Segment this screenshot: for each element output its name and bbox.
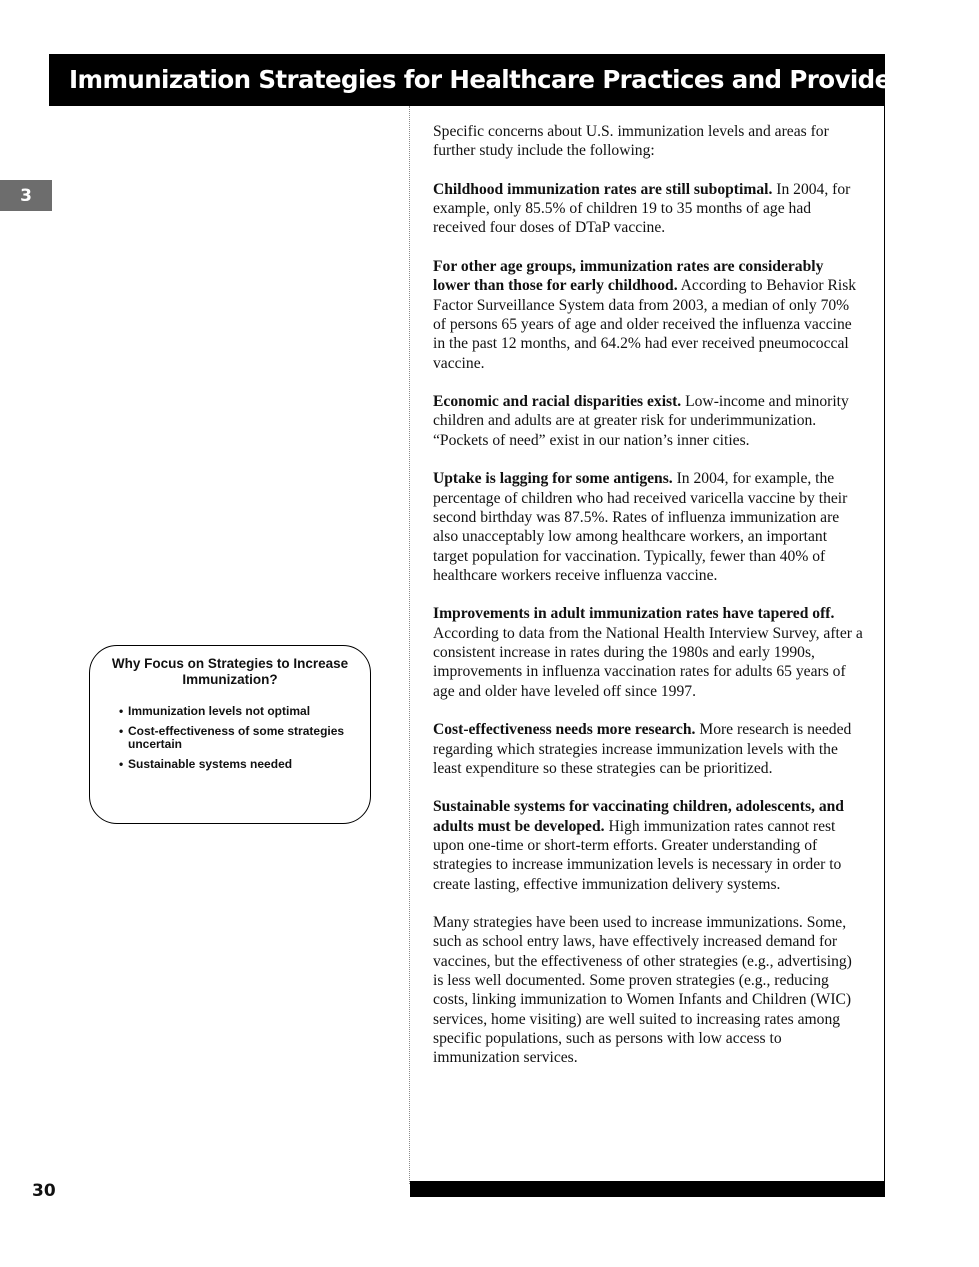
paragraph-text: In 2004, for example, only 85.5% of children 19 to 35 months of age had received four doses of DTaP vaccine. (433, 180, 851, 237)
paragraph-text: More research is needed regarding which strategies increase immunization levels with the least expenditure so these strategies can be prioritized. (433, 721, 852, 777)
paragraph-lead: Economic and racial disparities exist. (433, 393, 682, 411)
sidebar-title: Why Focus on Strategies to Increase Immunization? (111, 656, 349, 687)
intro-paragraph: Specific concerns about U.S. immunization levels and areas for further study include the following: (433, 123, 829, 160)
right-border (884, 106, 885, 1184)
chapter-tab: 3 (0, 180, 52, 211)
paragraph-lead: Improvements in adult immunization rates have tapered off. (433, 605, 835, 623)
sidebar-item-label: Sustainable systems needed (128, 756, 293, 771)
paragraph-text: According to data from the National Health Interview Survey, after a consistent increase in rates during the 1980s and early 1990s, improvements in influenza vaccination rates for adults 65 years of age and older have leveled off since 1997. (433, 624, 863, 700)
header-bar (49, 54, 917, 106)
bullet-icon: • (119, 756, 124, 771)
body-paragraph (433, 257, 863, 373)
sidebar-item-label: Cost-effectiveness of some strategies uncertain (128, 723, 345, 752)
paragraph-text: In 2004, for example, the percentage of children who had received varicella vaccine by their second birthday was 87.5%. Rates of influenza immunization are also unacceptably low among healthcare workers, an important target population for vaccination. Typically, fewer than 40% of healthcare workers receive influenza vaccine. (433, 470, 848, 584)
paragraph-text: Low-income and minority children and adults are at greater risk for underimmunization. “Pockets of need” exist in our nation’s inner cities. (433, 393, 849, 449)
paragraph-lead: Sustainable systems for vaccinating children, adolescents, and adults must be developed. (433, 798, 844, 835)
paragraph-lead: Cost-effectiveness needs more research. (433, 721, 696, 739)
body-paragraph (433, 180, 863, 238)
column-divider (409, 106, 410, 1184)
body-paragraph (433, 720, 863, 778)
bullet-icon: • (119, 723, 124, 738)
body-paragraph (433, 392, 863, 450)
sidebar-item-label: Immunization levels not optimal (128, 704, 311, 718)
page-number: 30 (32, 1181, 56, 1201)
bullet-icon: • (119, 704, 124, 718)
sidebar-list-item (119, 704, 356, 719)
sidebar-list-item (119, 756, 356, 772)
page-title: Immunization Strategies for Healthcare Practices and Providers (69, 65, 917, 94)
sidebar-list (119, 704, 356, 777)
closing-paragraph: Many strategies have been used to increase immunizations. Some, such as school entry laws, have effectively increased demand for vaccines, but the effectiveness of other strategies (e.g., advertising) is less well documented. Some proven strategies (e.g., reducing costs, linking immunization to Women Infants and Children (WIC) services, home visiting) are well suited to increasing rates among specific populations, such as persons with low access to immunization services. (433, 914, 852, 1067)
paragraph-lead: For other age groups, immunization rates are considerably lower than those for early childhood. (433, 258, 824, 295)
main-text-column (433, 122, 863, 1087)
body-paragraph (433, 797, 863, 893)
paragraph-text: High immunization rates cannot rest upon one-time or short-term efforts. Greater understanding of strategies to increase immunization levels is necessary in order to create lasting, effective immunization delivery systems. (433, 817, 842, 893)
paragraph-lead: Childhood immunization rates are still suboptimal. (433, 180, 773, 198)
body-paragraph (433, 469, 863, 585)
paragraph-lead: Uptake is lagging for some antigens. (433, 470, 673, 488)
footer-bar (410, 1181, 885, 1197)
sidebar-callout (89, 645, 371, 824)
body-paragraph (433, 604, 863, 700)
sidebar-list-item (119, 723, 356, 752)
paragraph-text: According to Behavior Risk Factor Surveillance System data from 2003, a median of only 70% of persons 65 years of age and older received the influenza vaccine in the past 12 months, and 64.2% had ever received pneumococcal vaccine. (433, 277, 857, 372)
